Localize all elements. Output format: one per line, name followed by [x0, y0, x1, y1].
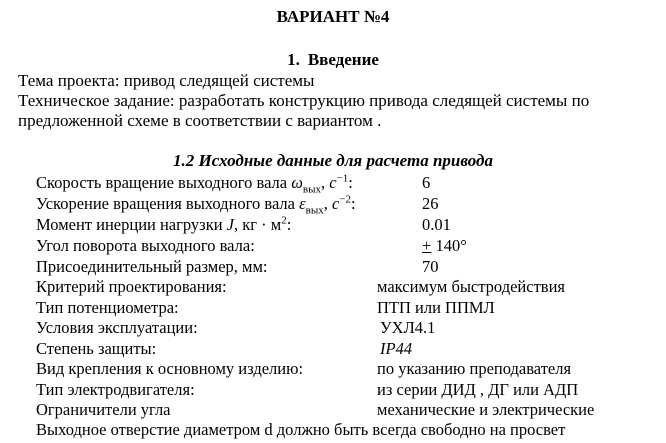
param-label-acceleration: Ускорение вращения выходного вала $\varepsilon_{вых}$, $c^{-2}$:	[36, 193, 356, 217]
project-topic: Тема проекта: привод следящей системы	[18, 71, 315, 90]
section-heading	[0, 50, 666, 70]
param-label-inertia: Момент инерции нагрузки J, кг · $м^2$:	[36, 214, 292, 234]
param-value-motor: из серии ДИД , ДГ или АДП	[377, 380, 579, 399]
param-value-mounting: по указанию преподавателя	[377, 359, 572, 378]
param-row-angle	[36, 236, 656, 256]
param-value-potentiometer: ПТП или ППМЛ	[377, 298, 495, 317]
param-row-inertia	[36, 215, 656, 235]
output-hole-note: Выходное отверстие диаметром d должно быть всегда свободно на просвет	[36, 420, 566, 439]
param-value-criterion: максимум быстродействия	[377, 277, 565, 296]
param-label-conditions: Условия эксплуатации:	[36, 318, 198, 337]
param-row-protection	[36, 339, 656, 359]
param-label-protection: Степень защиты:	[36, 339, 157, 358]
param-row-mounting	[36, 359, 656, 379]
param-value-protection: IP44	[380, 339, 413, 358]
param-label-motor: Тип электродвигателя:	[36, 380, 195, 399]
param-row-conditions	[36, 318, 656, 338]
param-value-conditions: УХЛ4.1	[380, 318, 436, 337]
param-label-limiters: Ограничители угла	[36, 400, 171, 419]
param-value-angle: + 140°	[422, 236, 467, 255]
param-value-speed: 6	[422, 173, 431, 192]
param-label-angle: Угол поворота выходного вала:	[36, 236, 255, 255]
param-label-speed: Скорость вращение выходного вала $\omega_{вых}$, $c^{-1}$:	[36, 172, 353, 196]
technical-task-line-1: Техническое задание: разработать конструкцию привода следящей системы по	[18, 91, 590, 110]
technical-task-line-2: предложенной схеме в соответствии с вариантом .	[18, 111, 382, 130]
param-value-inertia: 0.01	[422, 215, 451, 234]
section-title: Введение	[307, 50, 379, 69]
param-label-mounting: Вид крепления к основному изделию:	[36, 359, 304, 378]
param-value-limiters: механические и электрические	[377, 400, 595, 419]
section-number: 1.	[287, 50, 300, 69]
param-row-connection-size	[36, 257, 656, 277]
param-value-acceleration: 26	[422, 194, 439, 213]
param-label-criterion: Критерий проектирования:	[36, 277, 227, 296]
param-row-limiters	[36, 400, 656, 420]
param-row-motor	[36, 380, 656, 400]
document-title: ВАРИАНТ №4	[276, 7, 390, 26]
param-row-speed	[36, 172, 656, 196]
param-row-potentiometer	[36, 298, 656, 318]
param-row-criterion	[36, 277, 656, 297]
param-value-connection-size: 70	[422, 257, 439, 276]
param-label-potentiometer: Тип потенциометра:	[36, 298, 179, 317]
subsection-heading: 1.2 Исходные данные для расчета привода	[173, 151, 493, 170]
param-row-acceleration	[36, 193, 656, 217]
param-label-connection-size: Присоединительный размер, мм:	[36, 257, 268, 276]
